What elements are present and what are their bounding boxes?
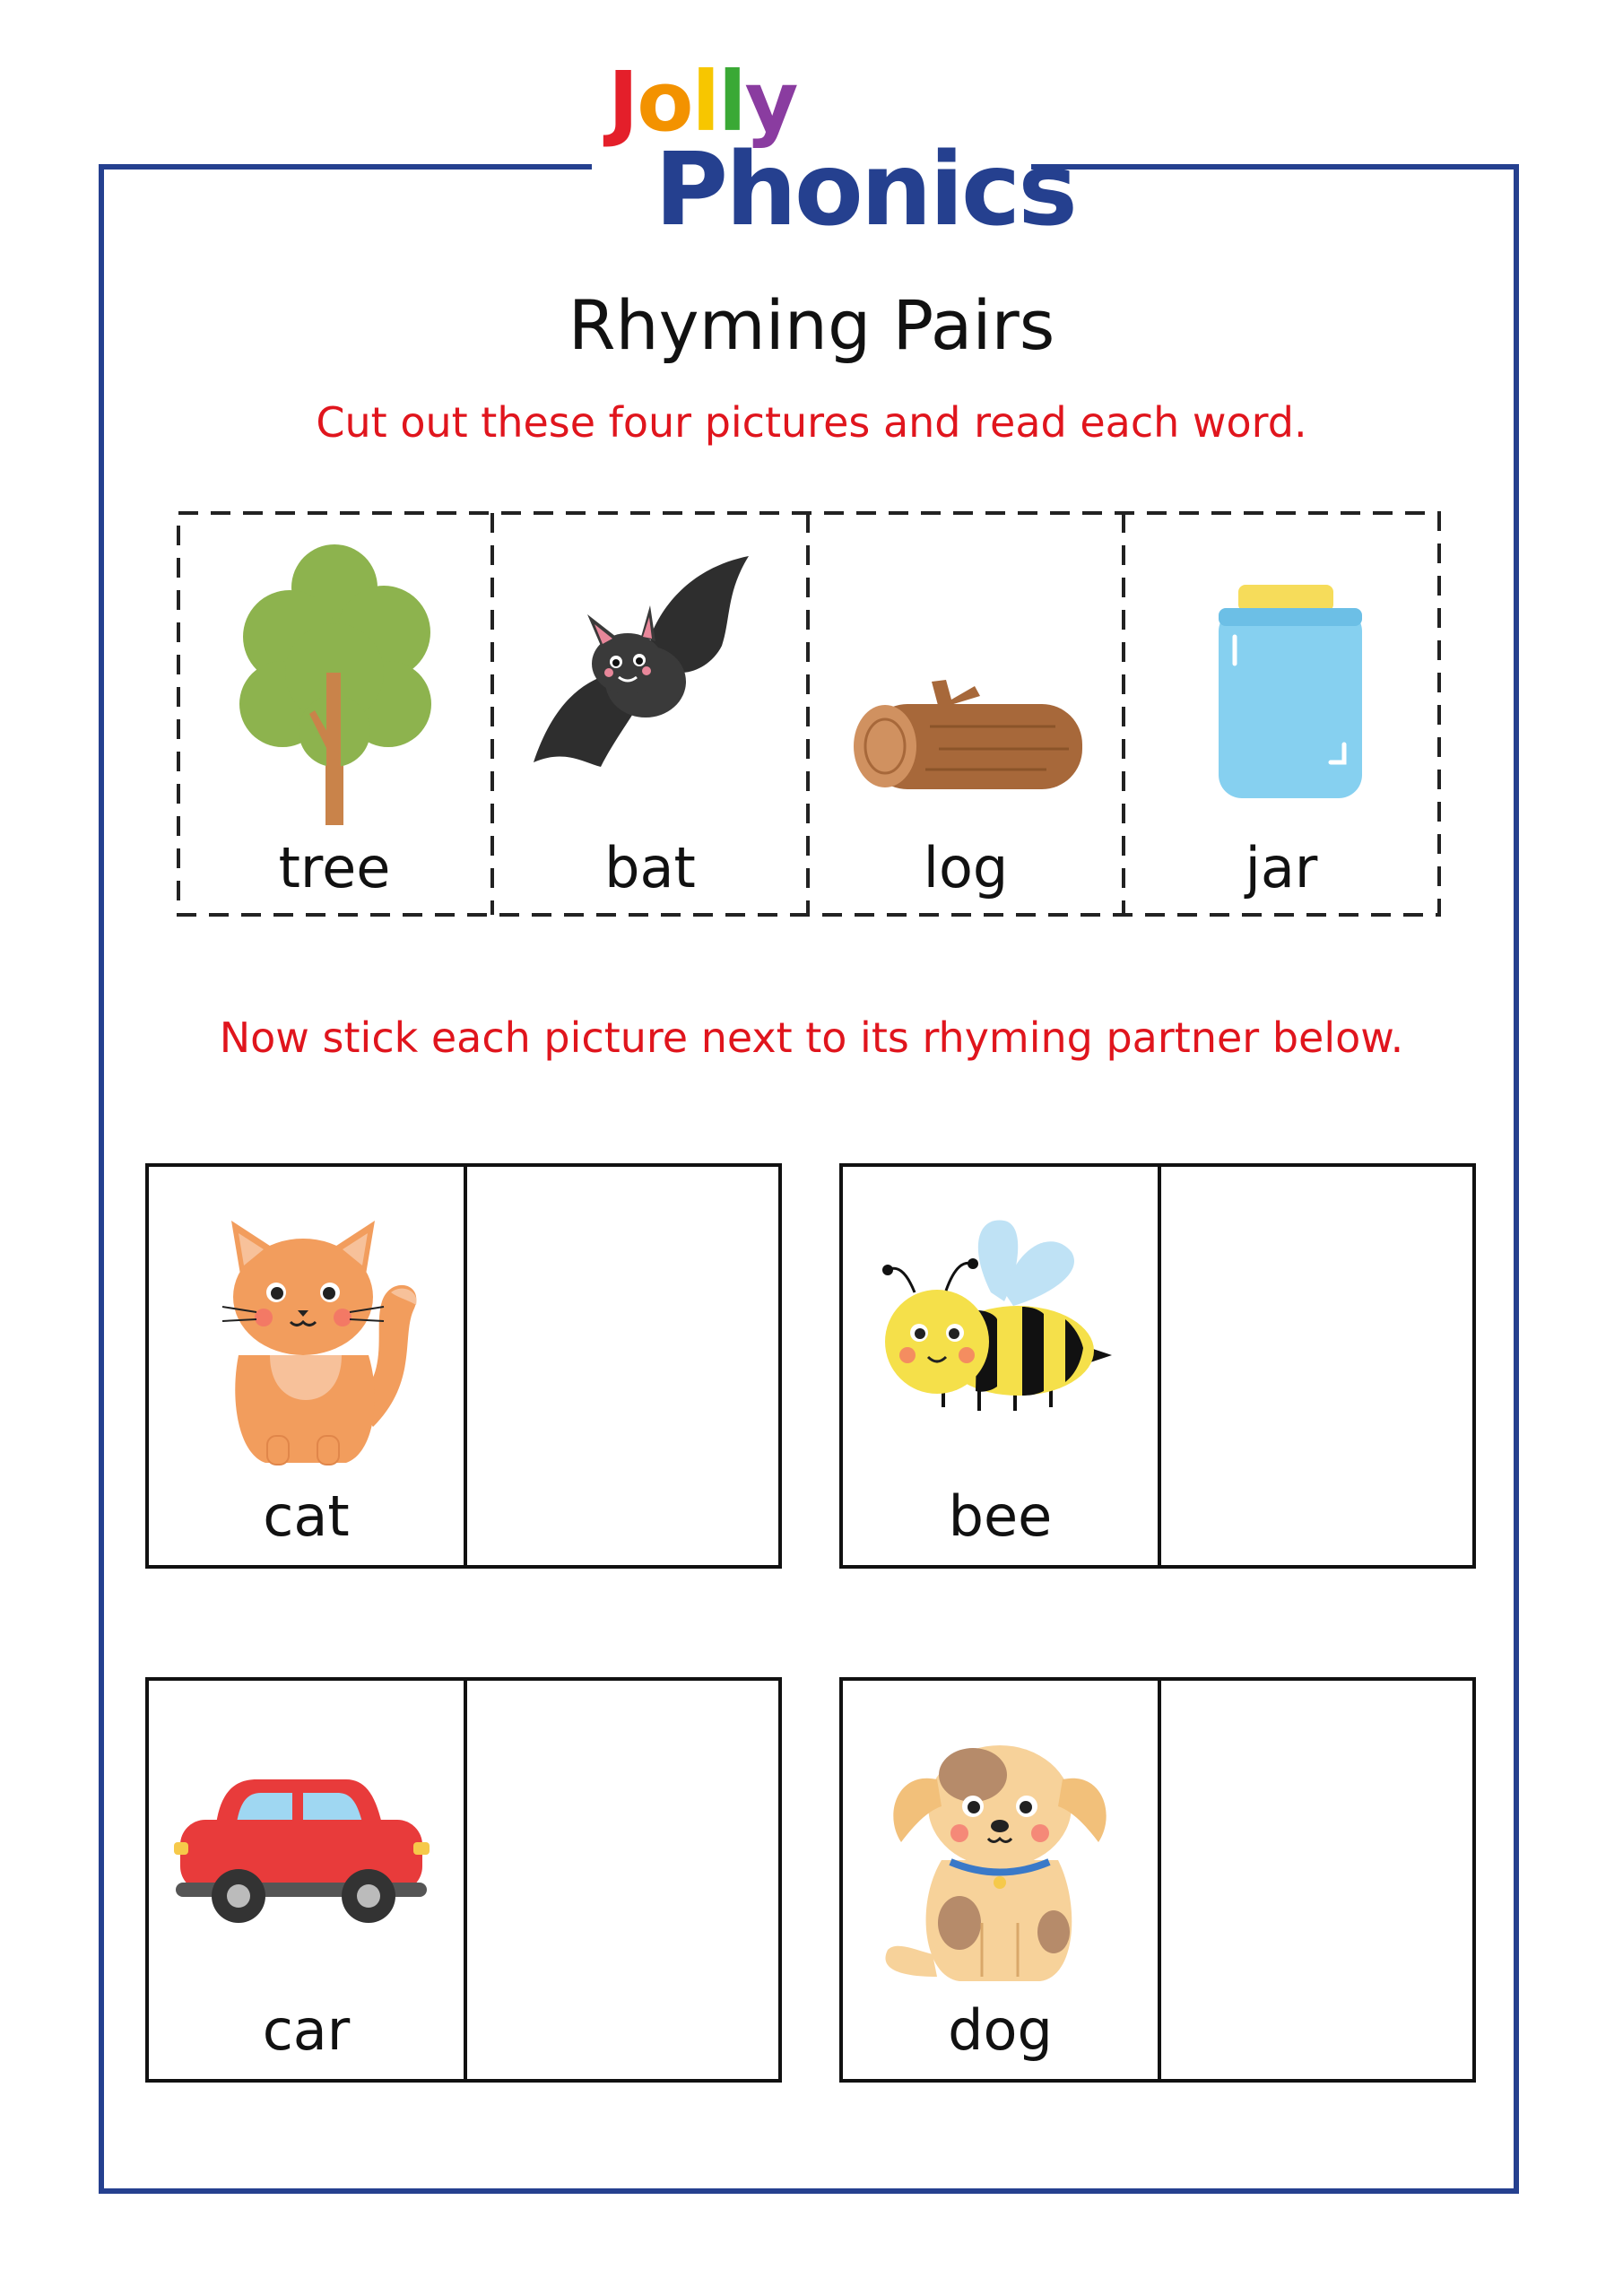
paste-slot-cat[interactable] <box>467 1167 778 1565</box>
paste-slot-dog[interactable] <box>1161 1681 1472 2079</box>
stick-instruction: Now stick each picture next to its rhyming partner below. <box>219 1013 1404 1062</box>
cut-instruction: Cut out these four pictures and read each word. <box>316 398 1307 447</box>
tree-icon <box>200 538 469 843</box>
cut-card-tree[interactable] <box>177 511 492 917</box>
car-icon <box>167 1708 445 1986</box>
cut-word-log: log <box>923 835 1009 900</box>
cut-card-bat[interactable] <box>492 511 808 917</box>
stick-word-bee: bee <box>948 1483 1053 1549</box>
cut-word-tree: tree <box>278 835 391 900</box>
logo-phonics: Phonics <box>655 132 1075 248</box>
jolly-phonics-logo <box>592 54 1075 251</box>
stick-word-cat: cat <box>263 1483 350 1549</box>
stick-box-cat <box>145 1163 782 1569</box>
jar-icon <box>1147 538 1416 843</box>
paste-slot-car[interactable] <box>467 1681 778 2079</box>
stick-box-dog <box>839 1677 1476 2083</box>
cut-word-bat: bat <box>604 835 696 900</box>
cat-icon <box>167 1194 445 1472</box>
stick-box-bee <box>839 1163 1476 1569</box>
cut-out-strip <box>177 511 1441 917</box>
log-icon <box>831 538 1100 843</box>
stick-box-car <box>145 1677 782 2083</box>
cut-card-jar[interactable] <box>1124 511 1439 917</box>
cut-card-log[interactable] <box>808 511 1124 917</box>
bat-icon <box>516 538 785 843</box>
stick-word-dog: dog <box>948 1997 1053 2063</box>
bee-icon <box>861 1194 1139 1472</box>
dog-icon <box>861 1708 1139 1986</box>
page-title: Rhyming Pairs <box>568 285 1055 365</box>
paste-slot-bee[interactable] <box>1161 1167 1472 1565</box>
cut-word-jar: jar <box>1245 835 1318 900</box>
stick-word-car: car <box>262 1997 351 2063</box>
logo-jolly: Jolly <box>608 54 797 150</box>
